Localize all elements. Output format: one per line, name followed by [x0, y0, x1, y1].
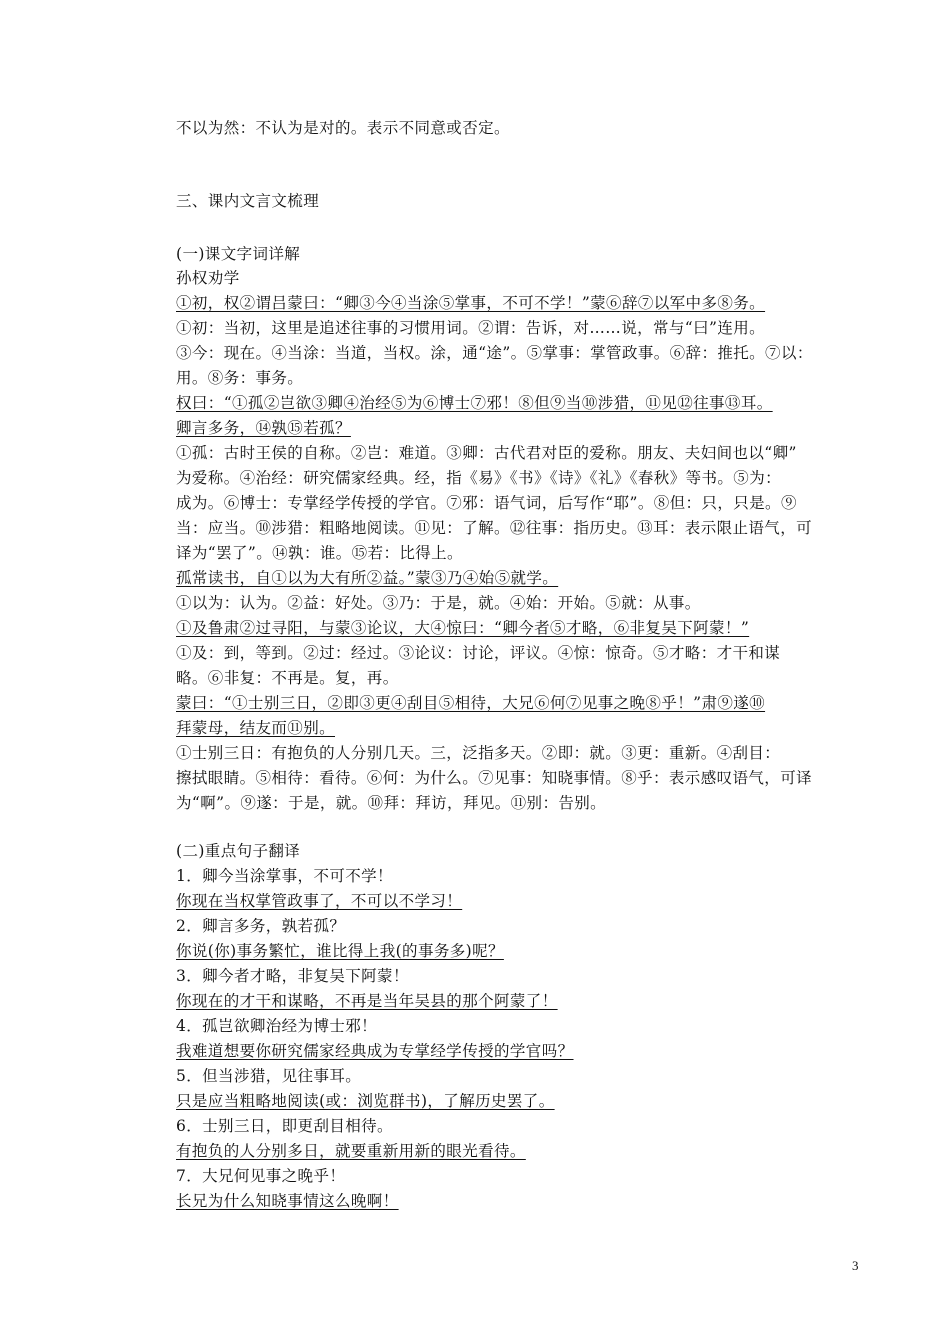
passage-2-line: 卿言多务，⑭孰⑮若孤？: [176, 419, 351, 437]
notes-2-line: ①孤：古时王侯的自称。②岂：难道。③卿：古代君对臣的爱称。朋友、夫妇间也以“卿”: [176, 444, 797, 462]
notes-5-line: 为“啊”。⑨遂：于是，就。⑩拜：拜访，拜见。⑪别：告别。: [176, 794, 607, 812]
notes-2-line: 成为。⑥博士：专掌经学传授的学官。⑦邪：语气词，后写作“耶”。⑧但：只，只是。⑨: [176, 494, 797, 512]
passage-5-line: 拜蒙母，结友而⑪别。: [176, 719, 336, 737]
translation-question: 1．卿今当涂掌事，不可不学！: [176, 867, 393, 885]
translation-question: 2．卿言多务，孰若孤？: [176, 917, 346, 935]
notes-4-line: ①及：到，等到。②过：经过。③论议：讨论，评议。④惊：惊奇。⑤才略：才干和谋: [176, 644, 781, 662]
top-note: 不以为然：不认为是对的。表示不同意或否定。: [176, 119, 510, 137]
section-title: 三、课内文言文梳理: [176, 192, 320, 210]
passage-2-line: 权曰：“①孤②岂欲③卿④治经⑤为⑥博士⑦邪！⑧但⑨当⑩涉猎，⑪见⑫往事⑬耳。: [176, 394, 773, 412]
passage-4: ①及鲁肃②过寻阳，与蒙③论议，大④惊曰：“卿今者⑤才略，⑥非复吴下阿蒙！”: [176, 619, 750, 637]
passage-3: 孤常读书，自①以为大有所②益。”蒙③乃④始⑤就学。: [176, 569, 559, 587]
translation-question: 7．大兄何见事之晚乎！: [176, 1167, 346, 1185]
translation-answer: 你说(你)事务繁忙，谁比得上我(的事务多)呢？: [176, 942, 504, 960]
translation-question: 3．卿今者才略，非复吴下阿蒙！: [176, 967, 409, 985]
text-title: 孙权劝学: [176, 269, 240, 287]
page-number: 3: [852, 1258, 859, 1273]
passage-1: ①初，权②谓吕蒙曰：“卿③今④当涂⑤掌事，不可不学！”蒙⑥辞⑦以军中多⑧务。: [176, 294, 766, 312]
notes-2-line: 当：应当。⑩涉猎：粗略地阅读。⑪见：了解。⑫往事：指历史。⑬耳：表示限止语气，可: [176, 519, 813, 537]
notes-5-line: ①士别三日：有抱负的人分别几天。三，泛指多天。②即：就。③更：重新。④刮目：: [176, 744, 781, 762]
translation-question: 4．孤岂欲卿治经为博士邪！: [176, 1017, 378, 1035]
notes-5-line: 擦拭眼睛。⑤相待：看待。⑥何：为什么。⑦见事：知晓事情。⑧乎：表示感叹语气，可译: [176, 769, 813, 787]
translation-answer: 你现在当权掌管政事了，不可以不学习！: [176, 892, 463, 910]
translation-answer: 有抱负的人分别多日，就要重新用新的眼光看待。: [176, 1142, 526, 1160]
translation-answer: 只是应当粗略地阅读(或：浏览群书)，了解历史罢了。: [176, 1092, 555, 1110]
passage-5-line: 蒙曰：“①士别三日，②即③更④刮目⑤相待，大兄⑥何⑦见事之晚⑧乎！”肃⑨遂⑩: [176, 694, 766, 712]
notes-4-line: 略。⑥非复：不再是。复，再。: [176, 669, 399, 687]
translation-answer: 你现在的才干和谋略，不再是当年吴县的那个阿蒙了！: [176, 992, 558, 1010]
part1-heading: (一)课文字词详解: [176, 245, 301, 263]
notes-3-line: ①以为：认为。②益：好处。③乃：于是，就。④始：开始。⑤就：从事。: [176, 594, 701, 612]
translation-answer: 长兄为什么知晓事情这么晚啊！: [176, 1192, 399, 1210]
part2-heading: (二)重点句子翻译: [176, 842, 301, 860]
notes-1-line: ①初：当初，这里是追述往事的习惯用词。②谓：告诉，对……说，常与“曰”连用。: [176, 319, 766, 337]
translation-answer: 我难道想要你研究儒家经典成为专掌经学传授的学官吗？: [176, 1042, 574, 1060]
notes-1-line: ③今：现在。④当涂：当道，当权。涂，通“途”。⑤掌事：掌管政事。⑥辞：推托。⑦以：: [176, 344, 813, 362]
notes-1-line: 用。⑧务：事务。: [176, 369, 304, 387]
notes-2-line: 译为“罢了”。⑭孰：谁。⑮若：比得上。: [176, 544, 463, 562]
translation-question: 5．但当涉猎，见往事耳。: [176, 1067, 362, 1085]
translation-question: 6．士别三日，即更刮目相待。: [176, 1117, 393, 1135]
notes-2-line: 为爱称。④治经：研究儒家经典。经，指《易》《书》《诗》《礼》《春秋》等书。⑤为：: [176, 469, 782, 487]
